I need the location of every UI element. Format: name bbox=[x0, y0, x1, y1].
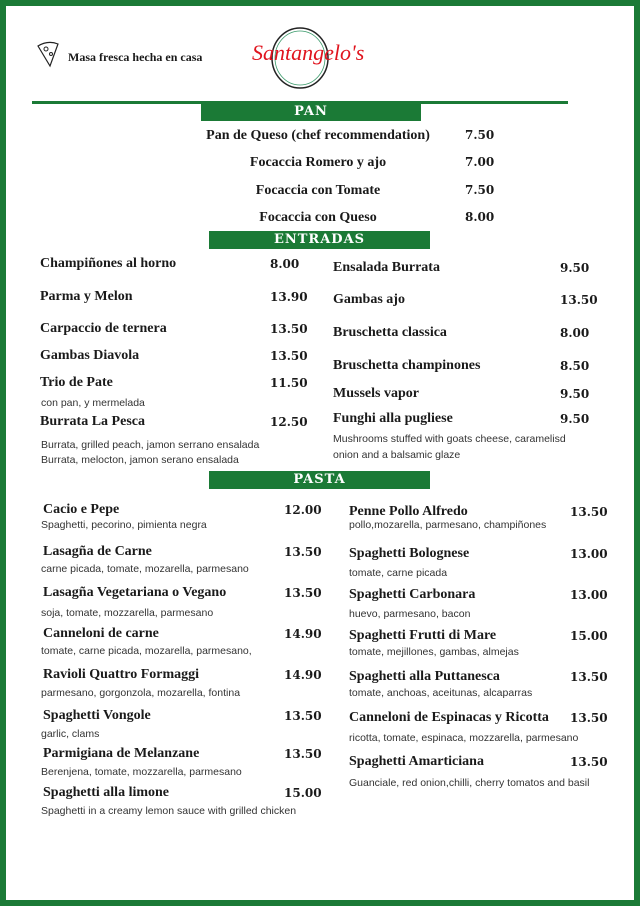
menu-item-name: Gambas ajo bbox=[333, 292, 405, 307]
menu-item-price: 8.00 bbox=[270, 257, 300, 271]
menu-item-description: tomate, mejillones, gambas, almejas bbox=[349, 646, 519, 658]
menu-item-description: tomate, anchoas, aceitunas, alcaparras bbox=[349, 687, 533, 699]
menu-item-price: 13.50 bbox=[570, 711, 608, 725]
menu-item-name: Ensalada Burrata bbox=[333, 260, 440, 275]
menu-item-description: ricotta, tomate, espinaca, mozzarella, parmesano bbox=[349, 732, 579, 744]
menu-item-price: 13.90 bbox=[270, 290, 308, 304]
menu-item-price: 13.00 bbox=[570, 547, 608, 561]
pizza-slice-icon bbox=[36, 40, 60, 68]
menu-item-name: Spaghetti Amarticiana bbox=[349, 754, 484, 769]
menu-item-name: Spaghetti Bolognese bbox=[349, 546, 470, 561]
menu-item-name: Parma y Melon bbox=[40, 289, 133, 304]
menu-item-price: 9.50 bbox=[560, 261, 590, 275]
menu-item-price: 9.50 bbox=[560, 387, 590, 401]
menu-item-price: 13.50 bbox=[570, 670, 608, 684]
menu-item-price: 15.00 bbox=[284, 786, 322, 800]
pan-item-name: Focaccia con Tomate bbox=[255, 183, 381, 198]
menu-item-description: Burrata, melocton, jamon serano ensalada bbox=[41, 454, 239, 466]
menu-item-price: 14.90 bbox=[284, 668, 322, 682]
menu-item-price: 9.50 bbox=[560, 412, 590, 426]
menu-item-description: parmesano, gorgonzola, mozarella, fontina bbox=[41, 687, 241, 699]
menu-item-description: Mushrooms stuffed with goats cheese, caramelisd bbox=[333, 433, 566, 445]
menu-item-name: Canneloni de carne bbox=[43, 626, 159, 641]
logo-text: Santangelo's bbox=[252, 40, 365, 65]
menu-item-price: 11.50 bbox=[270, 376, 308, 390]
pan-item-name: Focaccia Romero y ajo bbox=[249, 155, 387, 170]
menu-item-price: 13.50 bbox=[570, 755, 608, 769]
menu-item-description: huevo, parmesano, bacon bbox=[349, 608, 471, 620]
pan-item-price: 7.50 bbox=[465, 183, 495, 197]
menu-item-price: 13.50 bbox=[284, 709, 322, 723]
menu-item-description: Berenjena, tomate, mozzarella, parmesano bbox=[41, 766, 242, 778]
menu-item-description: Burrata, grilled peach, jamon serrano ensalada bbox=[41, 439, 260, 451]
menu-item-name: Trio de Pate bbox=[40, 375, 113, 390]
menu-item-price: 14.90 bbox=[284, 627, 322, 641]
section-entradas: ENTRADAS bbox=[209, 231, 430, 249]
menu-item-name: Spaghetti alla limone bbox=[43, 785, 170, 800]
menu-item-name: Lasagña Vegetariana o Vegano bbox=[43, 585, 227, 600]
menu-item-description: soja, tomate, mozzarella, parmesano bbox=[41, 607, 214, 619]
pan-item-price: 7.00 bbox=[465, 155, 495, 169]
menu-item-price: 13.50 bbox=[284, 747, 322, 761]
menu-item-price: 13.50 bbox=[570, 505, 608, 519]
section-pan: PAN bbox=[201, 103, 421, 121]
section-pasta: PASTA bbox=[209, 471, 430, 489]
menu-item-name: Gambas Diavola bbox=[40, 348, 140, 363]
menu-item-name: Spaghetti Carbonara bbox=[349, 587, 476, 602]
menu-item-description: pollo,mozarella, parmesano, champiñones bbox=[349, 519, 547, 531]
menu-item-name: Champiñones al horno bbox=[40, 256, 177, 271]
menu-item-name: Spaghetti Frutti di Mare bbox=[349, 628, 497, 643]
menu-item-name: Parmigiana de Melanzane bbox=[43, 746, 200, 761]
menu-item-description: tomate, carne picada bbox=[349, 567, 448, 579]
menu-item-name: Carpaccio de ternera bbox=[40, 321, 167, 336]
menu-item-name: Penne Pollo Alfredo bbox=[349, 504, 468, 519]
menu-item-price: 13.50 bbox=[560, 293, 598, 307]
menu-item-price: 12.50 bbox=[270, 415, 308, 429]
menu-item-description: tomate, carne picada, mozarella, parmesano, bbox=[41, 645, 252, 657]
menu-item-name: Cacio e Pepe bbox=[43, 502, 120, 517]
menu-item-description: con pan, y mermelada bbox=[41, 397, 145, 409]
menu-item-price: 13.50 bbox=[270, 349, 308, 363]
menu-item-price: 12.00 bbox=[284, 503, 322, 517]
menu-item-price: 13.50 bbox=[284, 586, 322, 600]
menu-item-name: Burrata La Pesca bbox=[40, 414, 145, 429]
pan-item-name: Pan de Queso (chef recommendation) bbox=[206, 128, 430, 143]
menu-item-name: Canneloni de Espinacas y Ricotta bbox=[349, 710, 549, 725]
menu-item-name: Mussels vapor bbox=[333, 386, 419, 401]
tagline: Masa fresca hecha en casa bbox=[68, 50, 203, 64]
menu-item-price: 8.50 bbox=[560, 359, 590, 373]
menu-item-description: Guanciale, red onion,chilli, cherry tomatos and basil bbox=[349, 777, 590, 789]
menu-item-name: Spaghetti Vongole bbox=[43, 708, 151, 723]
menu-item-price: 13.00 bbox=[570, 588, 608, 602]
menu-item-name: Bruschetta champinones bbox=[333, 358, 481, 373]
menu-item-name: Ravioli Quattro Formaggi bbox=[43, 667, 200, 682]
menu-item-price: 8.00 bbox=[560, 326, 590, 340]
pan-item-name: Focaccia con Queso bbox=[259, 210, 377, 225]
menu-item-description: carne picada, tomate, mozarella, parmesano bbox=[41, 563, 249, 575]
pan-item-price: 8.00 bbox=[465, 210, 495, 224]
menu-item-description: onion and a balsamic glaze bbox=[333, 449, 461, 461]
menu-item-description: Spaghetti, pecorino, pimienta negra bbox=[41, 519, 207, 531]
menu-item-name: Funghi alla pugliese bbox=[333, 411, 453, 426]
menu-item-description: Spaghetti in a creamy lemon sauce with grilled chicken bbox=[41, 805, 297, 817]
menu-item-price: 13.50 bbox=[284, 545, 322, 559]
menu-item-name: Spaghetti alla Puttanesca bbox=[349, 669, 500, 684]
menu-item-price: 13.50 bbox=[270, 322, 308, 336]
menu-item-price: 15.00 bbox=[570, 629, 608, 643]
pan-item-price: 7.50 bbox=[465, 128, 495, 142]
menu-item-description: garlic, clams bbox=[41, 728, 100, 740]
menu-item-name: Lasagña de Carne bbox=[43, 544, 152, 559]
menu-item-name: Bruschetta classica bbox=[333, 325, 447, 340]
